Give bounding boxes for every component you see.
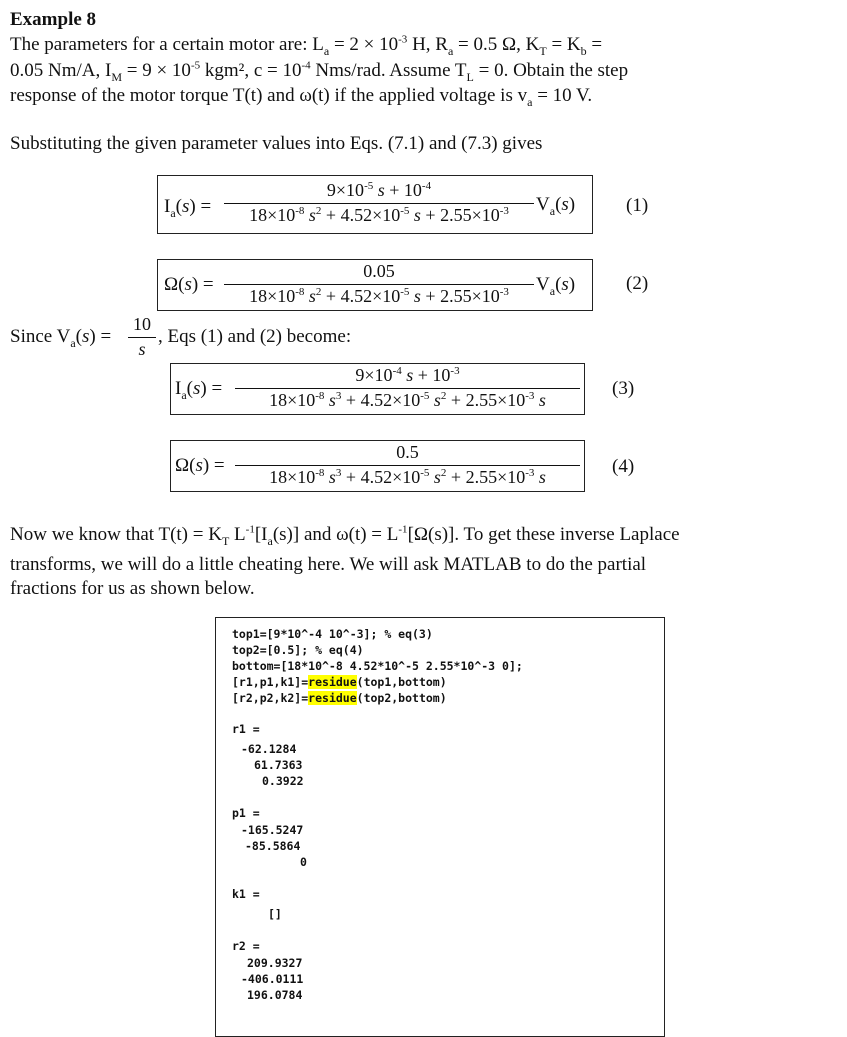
equation-2-numerator: 0.05 (363, 261, 395, 281)
equation-3-fraction (235, 365, 580, 411)
equation-2-box (157, 259, 593, 311)
equation-3-numerator: $9\times 10^{-4}$ $s + 10^{-3}$ (355, 365, 460, 385)
r2-value: 209.9327 (247, 956, 303, 970)
r2-value: -406.0111 (241, 972, 304, 986)
residue-highlight: residue (308, 691, 357, 705)
problem-line-2 (10, 59, 628, 82)
residue-highlight: residue (308, 675, 357, 689)
problem-line-3-text: response of the motor torque T(t) and ω(t) if the applied voltage is $v_a = 10$ V. (10, 85, 593, 109)
since-prefix: Since $V_a(s)$ = (10, 326, 112, 350)
p1-value: 0 (300, 855, 307, 869)
equation-1-denominator: $18\times 10^{-8}$ $s^2 + 4.52\times 10^{-5}$ $s + 2.55\times 10^{-3}$ (249, 205, 509, 225)
equation-2-lhs: Ω(s) = (164, 274, 214, 295)
call2-prefix: [r2,p2,k2]= (232, 691, 309, 705)
equation-3-box (170, 363, 585, 415)
after-line-3: fractions for us as shown below. (10, 578, 255, 599)
problem-line-1-text: The parameters for a certain motor are: $L_a = 2 \times 10^{-3}$ H, $R_a = 0.5$ Ω, $K_T = K_b$ = (10, 33, 603, 58)
code-line-5 (232, 690, 447, 707)
equation-4-lhs: Ω(s) = (175, 455, 225, 476)
equation-1-numerator: $9\times 10^{-5}$ $s + 10^{-4}$ (326, 180, 432, 200)
equation-4-box (170, 440, 585, 492)
r2-label: r2 = (232, 939, 260, 953)
k1-value: [] (268, 907, 282, 921)
since-denominator: s (138, 339, 146, 359)
k1-label: k1 = (232, 887, 260, 901)
p1-value: -165.5247 (241, 823, 304, 837)
call2-args: (top2,bottom) (356, 691, 447, 705)
after-line-1 (10, 523, 680, 546)
since-suffix: , Eqs (1) and (2) become: (158, 326, 352, 347)
equation-1-rhs: $V_a(s)$ (536, 194, 576, 218)
equation-4-numerator: 0.5 (396, 442, 419, 462)
since-fraction (128, 314, 156, 360)
r1-value: 0.3922 (262, 774, 304, 788)
since-numerator: 10 (133, 314, 151, 334)
call1-args: (top1,bottom) (356, 675, 447, 689)
equation-1-lhs: $I_a(s)$ = (164, 196, 212, 220)
example-title: Example 8 (10, 9, 97, 30)
r1-value: 61.7363 (254, 758, 303, 772)
equation-1-fraction (224, 180, 534, 226)
r2-value: 196.0784 (247, 988, 303, 1002)
r1-value: -62.1284 (241, 742, 297, 756)
equation-3-denominator: $18\times 10^{-8}$ $s^3 + 4.52\times 10^{-5}$ $s^2 + 2.55\times 10^{-3}$ s (269, 390, 546, 410)
intro-text: Substituting the given parameter values into Eqs. (7.1) and (7.3) gives (10, 133, 543, 154)
problem-line-1 (10, 33, 602, 56)
code-line-1: top1=[9*10^-4 10^-3]; % eq(3) (232, 627, 433, 641)
problem-line-2-text: 0.05 Nm/A, $I_M = 9 \times 10^{-5}$ kgm², $c = 10^{-4}$ Nms/rad. Assume $T_L = 0$. Obtain the step (10, 59, 629, 84)
equation-2-number: (2) (626, 273, 649, 294)
equation-1-number: (1) (626, 195, 649, 216)
equation-2-rhs: $V_a(s)$ (536, 274, 576, 298)
equation-4-denominator: $18\times 10^{-8}$ $s^3 + 4.52\times 10^{-5}$ $s^2 + 2.55\times 10^{-3}$ s (269, 467, 546, 487)
call1-prefix: [r1,p1,k1]= (232, 675, 309, 689)
equation-2-fraction (224, 261, 534, 307)
code-line-2: top2=[0.5]; % eq(4) (232, 643, 364, 657)
p1-value: -85.5864 (245, 839, 301, 853)
after-line-1-text: Now we know that $T(t) = K_T$ $L^{-1}[I_a(s)]$ and $\omega(t) = L^{-1}[\Omega(s)]$. To get these inverse Laplace (10, 523, 680, 548)
after-line-2: transforms, we will do a little cheating here. We will ask MATLAB to do the partial (10, 554, 647, 575)
equation-3-lhs: $I_a(s)$ = (175, 378, 223, 402)
equation-2-denominator: $18\times 10^{-8}$ $s^2 + 4.52\times 10^{-5}$ $s + 2.55\times 10^{-3}$ (249, 286, 509, 306)
problem-line-3 (10, 84, 592, 107)
equation-3-number: (3) (612, 378, 635, 399)
r1-label: r1 = (232, 722, 260, 736)
p1-label: p1 = (232, 806, 260, 820)
equation-4-number: (4) (612, 456, 635, 477)
equation-4-fraction (235, 442, 580, 488)
equation-1-box (157, 175, 593, 234)
code-line-4 (232, 674, 447, 691)
code-line-3: bottom=[18*10^-8 4.52*10^-5 2.55*10^-3 0]; (232, 659, 523, 673)
